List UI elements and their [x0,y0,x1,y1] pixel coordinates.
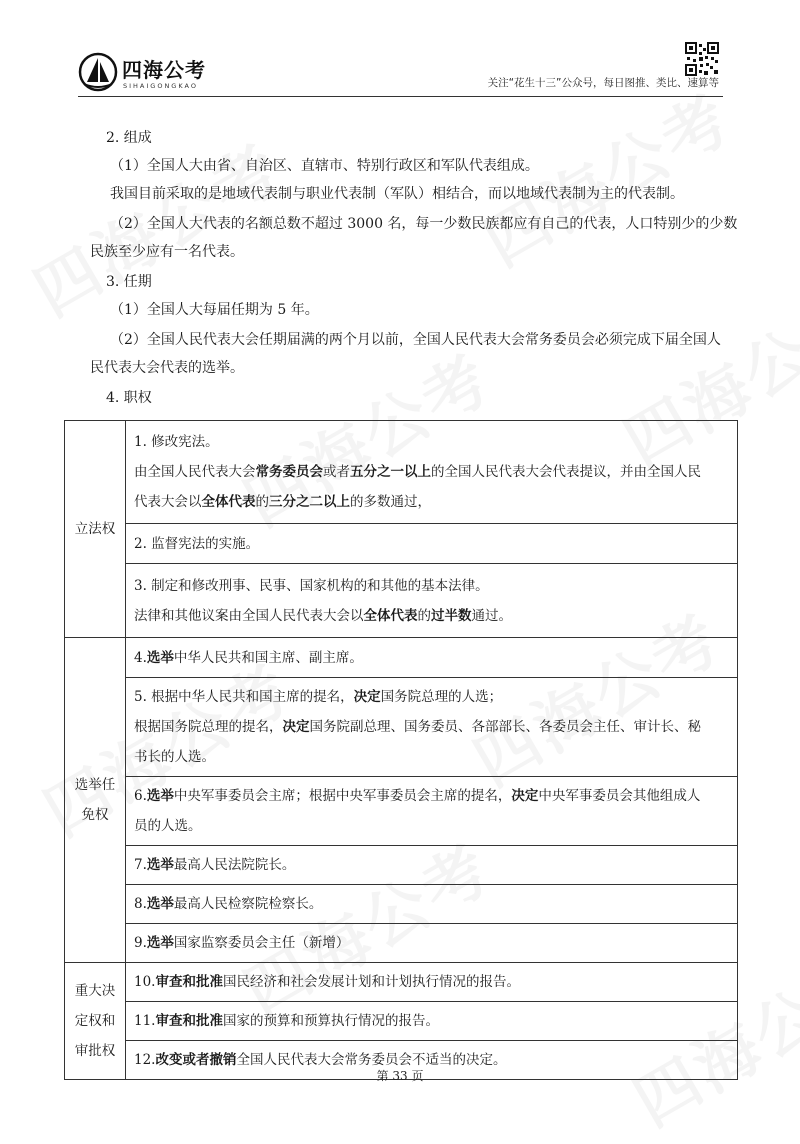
header-divider [78,96,723,97]
table-row [65,678,738,777]
table-cell: 10.审查和批准国民经济和社会发展计划和计划执行情况的报告。 [126,963,738,1002]
table-cell: 6.选举中央军事委员会主席；根据中央军事委员会主席的提名，决定中央军事委员会其他组成人 员的人选。 [126,777,738,846]
table-cell: 2. 监督宪法的实施。 [126,524,738,564]
paragraph: （2）全国人民代表大会任期届满的两个月以前，全国人民代表大会常务委员会必须完成下届全国人 [110,332,721,348]
powers-table [64,420,738,1080]
table-cell: 9.选举国家监察委员会主任（新增） [126,924,738,963]
table-cell: 8.选举最高人民检察院检察长。 [126,885,738,924]
section-heading: 3. 任期 [106,274,152,290]
paragraph: （2）全国人大代表的名额总数不超过 3000 名，每一少数民族都应有自己的代表，人口特别少的少数 [110,216,738,232]
table-cell: 12.改变或者撤销全国人民代表大会常务委员会不适当的决定。 [126,1041,738,1080]
table-row [65,924,738,963]
brand-name: 四海公考 [122,58,206,82]
table-row [65,1002,738,1041]
table-row [65,846,738,885]
header-note: 关注“花生十三”公众号，每日图推、类比、速算等 [487,77,719,89]
table-cell: 1. 修改宪法。 由全国人民代表大会常务委员会或者五分之一以上的全国人民代表大会代表提议，并由全国人民 代表大会以全体代表的三分之二以上的多数通过， [126,421,738,524]
section-heading: 2. 组成 [106,130,152,146]
paragraph: 民族至少应有一名代表。 [90,244,244,260]
table-row [65,421,738,524]
table-row [65,777,738,846]
paragraph: 我国目前采取的是地域代表制与职业代表制（军队）相结合，而以地域代表制为主的代表制。 [110,186,684,202]
category-cell: 立法权 [65,421,126,638]
paragraph: （1）全国人大每届任期为 5 年。 [110,302,319,318]
table-row [65,963,738,1002]
paragraph: 民代表大会代表的选举。 [90,360,244,376]
table-cell: 3. 制定和修改刑事、民事、国家机构的和其他的基本法律。 法律和其他议案由全国人民代表大会以全体代表的过半数通过。 [126,564,738,638]
qr-code-icon [685,42,719,76]
category-cell: 选举任 免权 [65,638,126,963]
page-header [78,44,723,96]
table-cell: 4.选举中华人民共和国主席、副主席。 [126,638,738,678]
paragraph: （1）全国人大由省、自治区、直辖市、特别行政区和军队代表组成。 [110,158,539,174]
brand-subtitle: SIHAIGONGKAO [123,82,198,90]
table-cell: 11.审查和批准国家的预算和预算执行情况的报告。 [126,1002,738,1041]
table-row [65,564,738,638]
table-row [65,638,738,678]
page-number: 第 33 页 [376,1069,424,1083]
category-cell: 重大决 定权和 审批权 [65,963,126,1080]
table-row [65,885,738,924]
section-heading: 4. 职权 [106,390,152,406]
table-row [65,524,738,564]
table-cell: 7.选举最高人民法院院长。 [126,846,738,885]
table-cell: 5. 根据中华人民共和国主席的提名，决定国务院总理的人选； 根据国务院总理的提名，决定国务院副总理、国务委员、各部部长、各委员会主任、审计长、秘 书长的人选。 [126,678,738,777]
sailboat-logo-icon [78,52,118,92]
watermark [465,68,747,284]
